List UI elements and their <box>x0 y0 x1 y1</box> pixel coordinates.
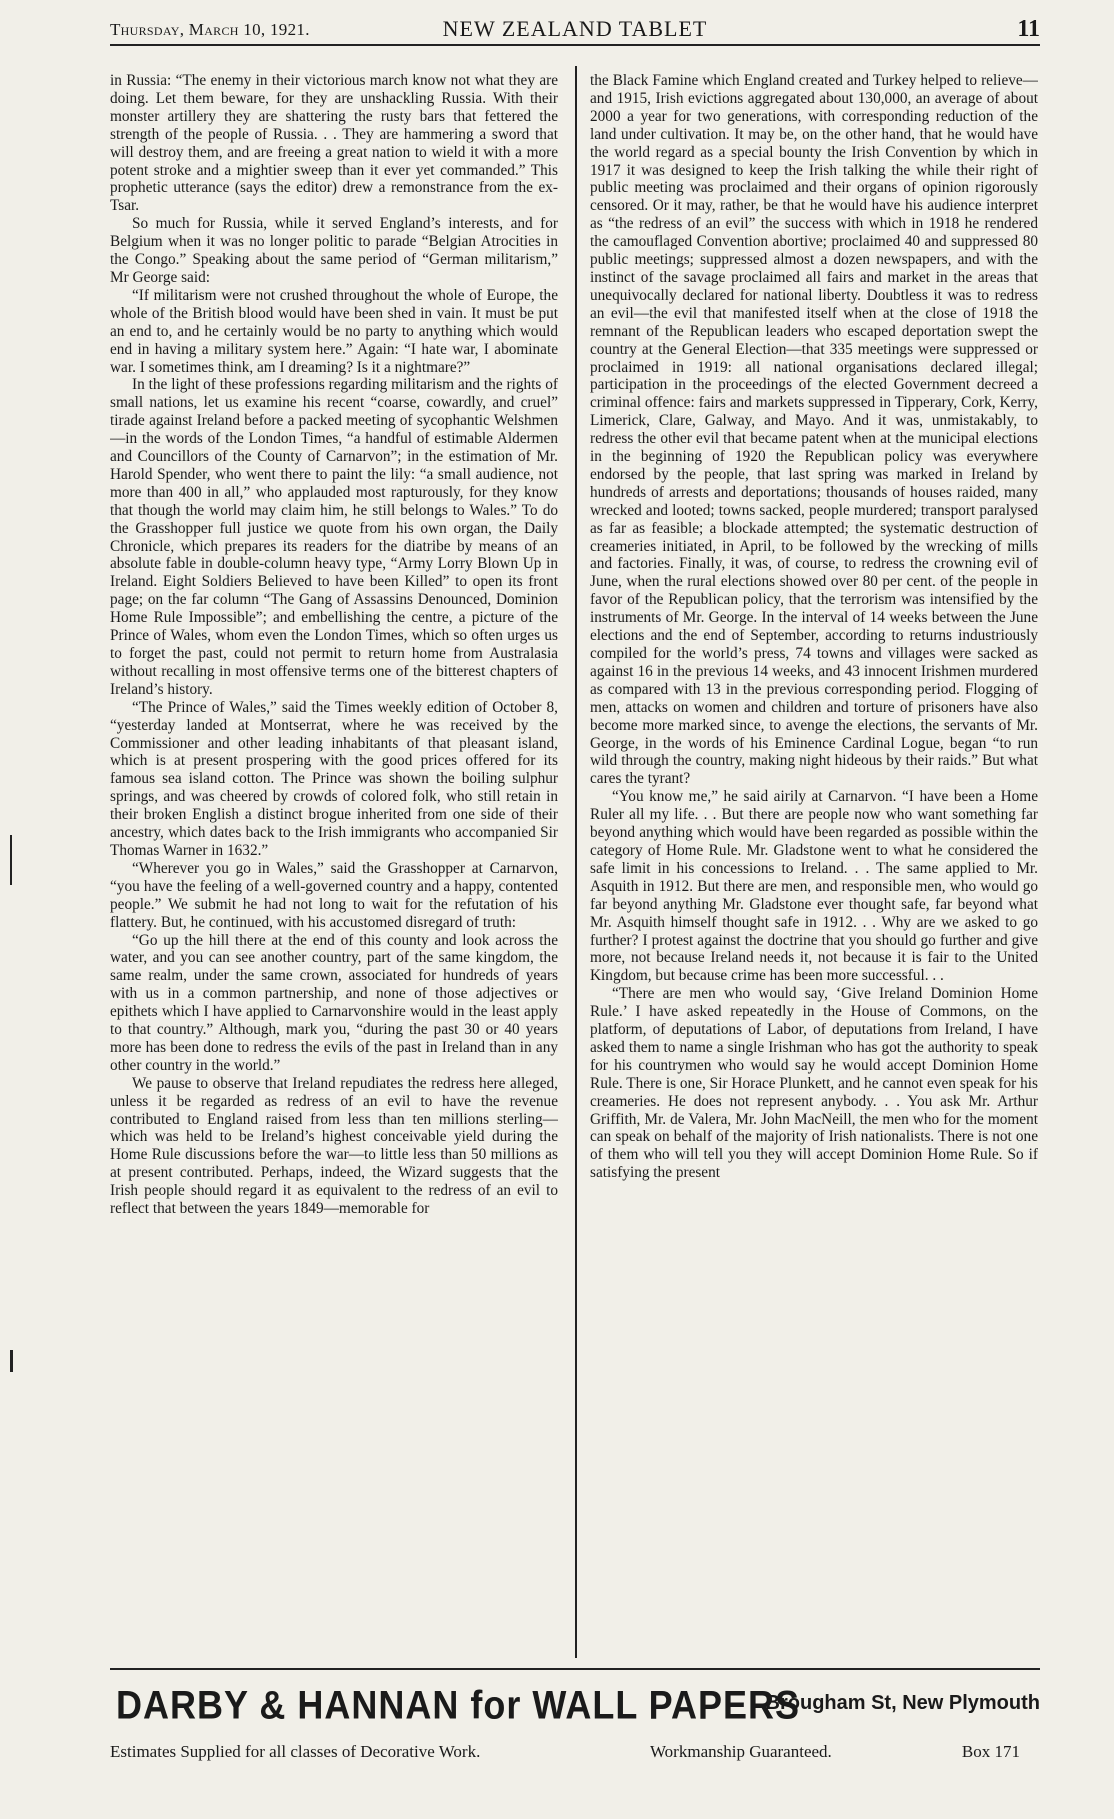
paragraph: In the light of these professions regarding militarism and the rights of small nations, let us examine his recent “coarse, cowardly, and cruel” tirade against Ireland before a packed meeting of sycophantic Welshmen—in the words of the London Times, “a handful of estimable Aldermen and Councillors of the County of Carnarvon”; in the estimation of Mr. Harold Spender, who went there to paint the lily: “a small audience, not more than 400 in all,” who applauded most rapturously, for they know that though the world may claim him, he still belongs to Wales.” To do the Grasshopper full justice we quote from his own organ, the Daily Chronicle, which prepares its readers for the diatribe by means of an absolute fable in double-column heavy type, “Army Lorry Blown Up in Ireland. Eight Soldiers Believed to have been Killed” to open its front page; on the far column “The Gang of Assassins Denounced, Dominion Home Rule Impossible”; and embellishing the centre, a picture of the Prince of Wales, whom even the London Times, which so often urges us to forget the past, could not permit to return home from Australasia without recalling in most offensive terms one of the bitterest chapters of Ireland’s history. <box>110 376 558 698</box>
paragraph: So much for Russia, while it served England’s interests, and for Belgium when it was no longer politic to parade “Belgian Atrocities in the Congo.” Speaking about the same period of “German militarism,” Mr George said: <box>110 215 558 286</box>
page-header <box>110 14 1040 46</box>
column-divider <box>575 66 577 1658</box>
ad-estimates-text: Estimates Supplied for all classes of Decorative Work. <box>110 1742 481 1761</box>
ad-box-number: Box 171 <box>961 1742 1020 1761</box>
paragraph: in Russia: “The enemy in their victorious march know not what they are doing. Let them beware, for they are unshackling Russia. With their monster artillery they are shattering the rusty bars that fettered the strength of the people of Russia. . . They are hammering a sword that will destroy them, and are freeing a great nation to wield it with a more potent stroke and a mightier sweep than it ever yet commanded.” This prophetic utterance (says the editor) drew a remonstrance from the ex-Tsar. <box>110 72 558 215</box>
paragraph: “Go up the hill there at the end of this county and look across the water, and you can see another country, part of the same kingdom, the same realm, under the same crown, associated for hundreds of years with us in a common partnership, and none of those adjectives or epithets which I have applied to Carnarvonshire would in the least apply to that country.” Although, mark you, “during the past 30 or 40 years more has been done to redress the evils of the past in Ireland than in any other country in the world.” <box>110 931 558 1074</box>
paragraph: We pause to observe that Ireland repudiates the redress here alleged, unless it be regarded as redress of an evil to have the revenue contributed to England raised from less than ten millions sterling—which was held to be Ireland’s highest conceivable yield during the Home Rule discussions before the war—to little less than 50 millions as at present contributed. Perhaps, indeed, the Wizard suggests that the Irish people should regard it as equivalent to the redress of an evil to reflect that between the years 1849—memorable for <box>110 1074 558 1218</box>
newspaper-title: NEW ZEALAND TABLET <box>442 16 708 41</box>
margin-mark <box>10 835 12 885</box>
paragraph: “Wherever you go in Wales,” said the Grasshopper at Carnarvon, “you have the feeling of a well-governed country and a happy, contented people.” We submit he had not long to wait for the refutation of his flattery. But, he continued, with his accustomed disregard of truth: <box>110 859 558 931</box>
ad-workmanship-text: Workmanship Guaranteed. <box>650 1742 832 1761</box>
left-article-column <box>110 72 558 1657</box>
issue-date: Thursday, March 10, 1921. <box>110 20 310 39</box>
paragraph: “You know me,” he said airily at Carnarvon. “I have been a Home Ruler all my life. . . But there are people now who want something far beyond anything which would have been regarded as possible within the category of Home Rule. Mr. Gladstone went to what he considered the safe limit in his concessions to Ireland. . . The same applied to Mr. Asquith in 1912. But there are men, and responsible men, who would go far beyond anything Mr. Gladstone ever thought safe, far beyond what Mr. Asquith himself thought safe in 1912. . . Why are we asked to go further? I protest against the doctrine that you should go further and give more, not because Ireland needs it, not because it is fair to the United Kingdom, but because crime has been more successful. . . <box>590 788 1038 985</box>
margin-mark <box>10 1350 13 1372</box>
paragraph: “The Prince of Wales,” said the Times weekly edition of October 8, “yesterday landed at Montserrat, where he was received by the Commissioner and other leading inhabitants of that pleasant island, which is at present prospering with the good prices offered for its famous sea island cotton. The Prince was shown the boiling sulphur springs, and was cheered by crowds of colored folk, who still retain in their broken English a distinct brogue inherited from one side of their ancestry, which dates back to the Irish immigrants who accompanied Sir Thomas Warner in 1632.” <box>110 698 558 859</box>
advertiser-address: Brougham St, New Plymouth <box>765 1692 1040 1714</box>
advertisement-banner <box>110 1682 1040 1730</box>
footer-divider <box>110 1668 1040 1670</box>
paragraph: “If militarism were not crushed throughout the whole of Europe, the whole of the British blood would have been shed in vain. It must be put an end to, and he certainly would be no party to anything which would end in having a military system here.” Again: “I hate war, I abominate war. I sometimes think, am I dreaming? Is it a nightmare?” <box>110 286 558 376</box>
right-article-column <box>590 72 1038 1657</box>
page-number: 11 <box>1017 16 1040 42</box>
paragraph: “There are men who would say, ‘Give Ireland Dominion Home Rule.’ I have asked repeatedly in the House of Commons, on the platform, of deputations of Labor, of deputations from Ireland, I have asked them to name a single Irishman who has got the authority to speak for his countrymen who would say he would accept Dominion Home Rule. There is one, Sir Horace Plunkett, and he cannot even speak for his creameries. He does not represent anybody. . . You ask Mr. Arthur Griffith, Mr. de Valera, Mr. John MacNeill, the men who for the moment can speak on behalf of the majority of Irish nationalists. There is not one of them who will tell you they will accept Dominion Home Rule. So if satisfying the present <box>590 985 1038 1182</box>
advertiser-name: DARBY & HANNAN for WALL PAPERS <box>116 1682 801 1728</box>
advertisement-details <box>110 1742 1040 1768</box>
paragraph: the Black Famine which England created and Turkey helped to relieve—and 1915, Irish evictions aggregated about 130,000, an average of about 2000 a year for two generations, with corresponding reduction of the land under cultivation. It may be, on the other hand, that he would have the world regard as a special bounty the Irish Convention by which in 1917 it was designed to keep the Irish talking the while their right of public meeting was proclaimed and their organs of opinion rigorously censored. Or it may, rather, be that he would have his audience interpret as “the redress of an evil” the success with which in 1918 he rendered the camouflaged Convention abortive; proclaimed 40 and suppressed 80 public meetings; suppressed almost a dozen newspapers, and with the instinct of the savage proclaimed all fairs and market in the areas that unequivocally declared for national liberty. Doubtless it was to redress an evil—the evil that manifested itself when at the close of 1918 the remnant of the Republican leaders who escaped deportation swept the country at the General Election—that 335 meetings were suppressed or proclaimed in 1919: all national organisations declared illegal; participation in the proceedings of the elected Government decreed a criminal offence: fairs and markets suppressed in Tipperary, Cork, Kerry, Limerick, Clare, Galway, and Mayo. And it was, unmistakably, to redress the other evil that became patent when at the municipal elections in the beginning of 1920 the Republican policy was everywhere endorsed by the people, that last spring was marked in Ireland by hundreds of arrests and deportations; thousands of houses raided, many wrecked and looted; towns sacked, people murdered; transport paralysed as far as feasible; a blockade attempted; the systematic destruction of creameries initiated, in April, to be followed by the wrecking of mills and factories. Finally, it was, of course, to redress the crowning evil of June, when the rural elections showed over 80 per cent. of the people in favor of the Republican policy, that the terrorism was intensified by the instruments of Mr. George. In the interval of 14 weeks between the June elections and the end of September, according to returns industriously compiled for the world’s press, 74 towns and villages were sacked as against 16 in the previous 14 weeks, and 43 innocent Irishmen murdered as compared with 13 in the previous corresponding period. Flogging of men, attacks on women and children and torture of prisoners have also become more marked since, to avenge the elections, the servants of Mr. George, in the words of his Eminence Cardinal Logue, began “to run wild through the country, making night hideous by their raids.” But what cares the tyrant? <box>590 72 1038 788</box>
